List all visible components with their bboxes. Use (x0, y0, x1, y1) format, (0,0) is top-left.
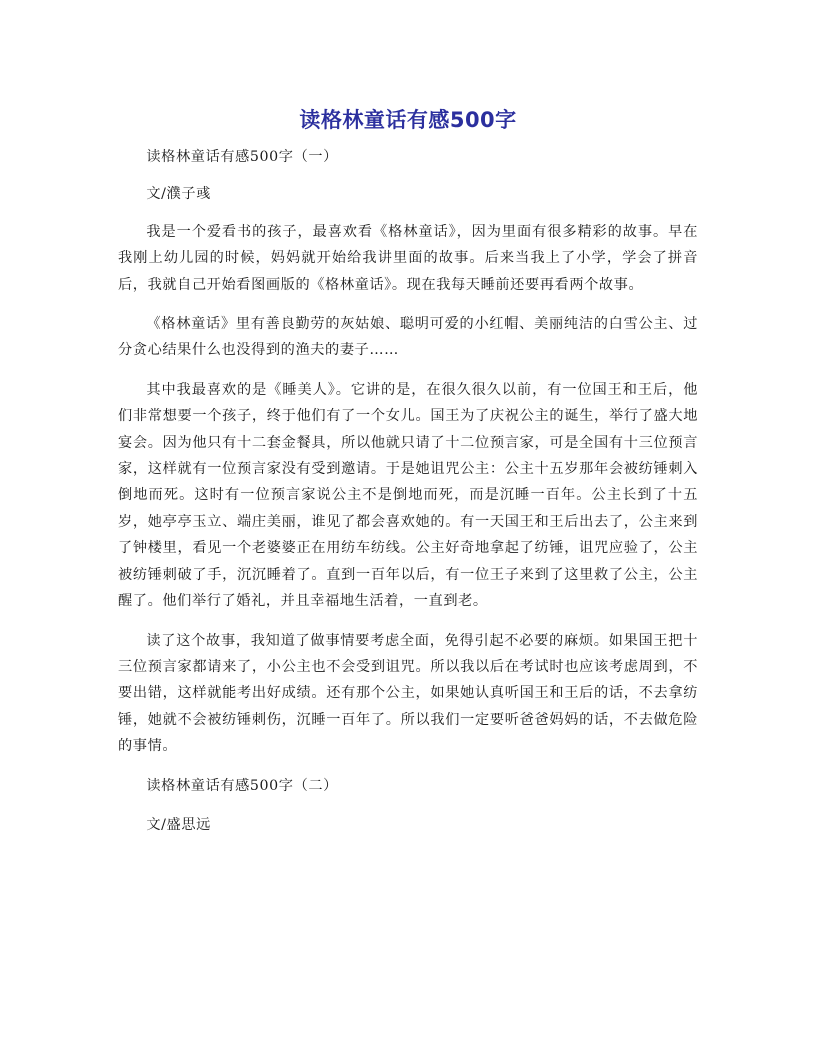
body-paragraph: 读了这个故事，我知道了做事情要考虑全面，免得引起不必要的麻烦。如果国王把十三位预言家都请来了，小公主也不会受到诅咒。所以我以后在考试时也应该考虑周到，不要出错，这样就能考出好成绩。还有那个公主，如果她认真听国王和王后的话，不去拿纺锤，她就不会被纺锤刺伤，沉睡一百年了。所以我们一定要听爸爸妈妈的话，不去做危险的事情。 (118, 632, 698, 755)
body-paragraph: 《格林童话》里有善良勤劳的灰姑娘、聪明可爱的小红帽、美丽纯洁的白雪公主、过分贪心结果什么也没得到的渔夫的妻子…… (118, 316, 698, 359)
author-line-2: 文/盛思远 (146, 816, 211, 833)
document-title: 读格林童话有感500字 (299, 108, 517, 132)
section-heading-1: 读格林童话有感500字（一） (146, 149, 338, 165)
document-page (118, 96, 698, 838)
body-paragraph: 其中我最喜欢的是《睡美人》。它讲的是，在很久很久以前，有一位国王和王后，他们非常想要一个孩子，终于他们有了一个女儿。国王为了庆祝公主的诞生，举行了盛大地宴会。因为他只有十二套金餐具，所以他就只请了十二位预言家，可是全国有十三位预言家，这样就有一位预言家没有受到邀请。于是她诅咒公主：公主十五岁那年会被纺锤刺入倒地而死。这时有一位预言家说公主不是倒地而死，而是沉睡一百年。公主长到了十五岁，她亭亭玉立、端庄美丽，谁见了都会喜欢她的。有一天国王和王后出去了，公主来到了钟楼里，看见一个老婆婆正在用纺车纺线。公主好奇地拿起了纺锤，诅咒应验了，公主被纺锤刺破了手，沉沉睡着了。直到一百年以后，有一位王子来到了这里救了公主，公主醒了。他们举行了婚礼，并且幸福地生活着，一直到老。 (118, 381, 698, 610)
body-paragraph: 我是一个爱看书的孩子，最喜欢看《格林童话》，因为里面有很多精彩的故事。早在我刚上幼儿园的时候，妈妈就开始给我讲里面的故事。后来当我上了小学，学会了拼音后，我就自己开始看图画版的《格林童话》。现在我每天睡前还要再看两个故事。 (118, 223, 698, 293)
author-line-1: 文/濮子彧 (146, 186, 211, 203)
section-heading-2: 读格林童话有感500字（二） (146, 777, 338, 794)
